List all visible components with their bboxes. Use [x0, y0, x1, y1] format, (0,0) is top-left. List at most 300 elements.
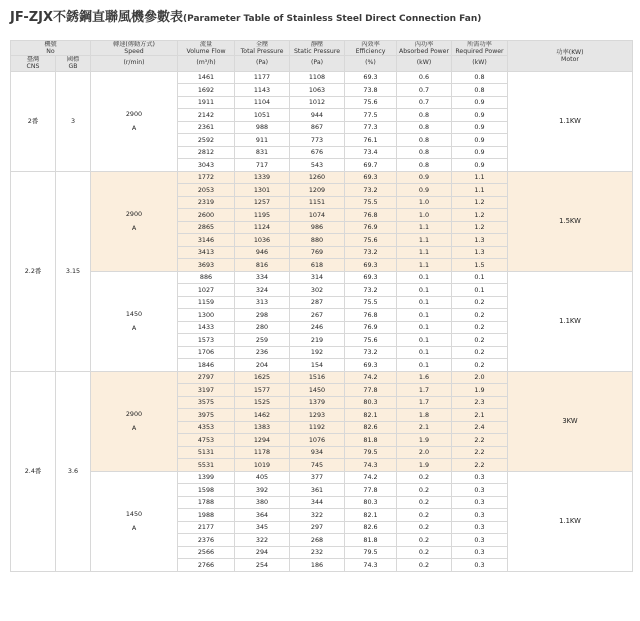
total-pressure-cell: 1104 — [235, 96, 290, 109]
efficiency-cell: 81.8 — [345, 534, 397, 547]
absorbed-power-cell: 0.8 — [397, 146, 452, 159]
flow-cell: 886 — [178, 271, 235, 284]
required-power-cell: 1.2 — [452, 221, 508, 234]
total-pressure-cell: 392 — [235, 484, 290, 497]
static-pressure-cell: 1293 — [290, 409, 345, 422]
efficiency-cell: 76.1 — [345, 134, 397, 147]
efficiency-cell: 75.6 — [345, 334, 397, 347]
speed-value: 2900 — [125, 409, 143, 418]
required-power-cell: 0.9 — [452, 134, 508, 147]
total-pressure-cell: 364 — [235, 509, 290, 522]
flow-cell: 1692 — [178, 84, 235, 97]
static-pressure-cell: 287 — [290, 296, 345, 309]
static-pressure-cell: 1012 — [290, 96, 345, 109]
total-pressure-cell: 988 — [235, 121, 290, 134]
absorbed-power-cell: 0.1 — [397, 334, 452, 347]
efficiency-cell: 82.6 — [345, 421, 397, 434]
static-pressure-cell: 322 — [290, 509, 345, 522]
flow-cell: 3975 — [178, 409, 235, 422]
efficiency-cell: 75.6 — [345, 234, 397, 247]
required-power-cell: 0.2 — [452, 334, 508, 347]
efficiency-cell: 82.1 — [345, 409, 397, 422]
speed-cell — [91, 271, 178, 371]
total-pressure-cell: 1178 — [235, 446, 290, 459]
flow-cell: 5531 — [178, 459, 235, 472]
static-pressure-cell: 1076 — [290, 434, 345, 447]
static-pressure-cell: 246 — [290, 321, 345, 334]
static-pressure-cell: 302 — [290, 284, 345, 297]
required-power-cell: 0.3 — [452, 559, 508, 572]
required-power-cell: 0.1 — [452, 271, 508, 284]
flow-cell: 1399 — [178, 471, 235, 484]
flow-cell: 3693 — [178, 259, 235, 272]
header-flow-en: Volume Flow — [186, 48, 226, 56]
total-pressure-cell: 1257 — [235, 196, 290, 209]
required-power-cell: 1.2 — [452, 209, 508, 222]
efficiency-cell: 77.8 — [345, 384, 397, 397]
table-row — [11, 271, 633, 284]
flow-cell: 3413 — [178, 246, 235, 259]
static-pressure-cell: 543 — [290, 159, 345, 172]
absorbed-power-cell: 0.9 — [397, 184, 452, 197]
static-pressure-cell: 1151 — [290, 196, 345, 209]
efficiency-cell: 77.5 — [345, 109, 397, 122]
static-pressure-cell: 219 — [290, 334, 345, 347]
flow-cell: 2177 — [178, 521, 235, 534]
flow-cell: 1598 — [178, 484, 235, 497]
static-pressure-cell: 268 — [290, 534, 345, 547]
total-pressure-cell: 1577 — [235, 384, 290, 397]
total-pressure-cell: 1383 — [235, 421, 290, 434]
static-pressure-cell: 773 — [290, 134, 345, 147]
absorbed-power-cell: 0.1 — [397, 271, 452, 284]
required-power-cell: 0.3 — [452, 546, 508, 559]
header-static-pressure-en: Static Pressure — [293, 48, 341, 56]
total-pressure-cell: 280 — [235, 321, 290, 334]
required-power-cell: 0.3 — [452, 484, 508, 497]
required-power-cell: 0.9 — [452, 159, 508, 172]
required-power-cell: 0.3 — [452, 496, 508, 509]
efficiency-cell: 74.2 — [345, 371, 397, 384]
total-pressure-cell: 345 — [235, 521, 290, 534]
efficiency-cell: 80.3 — [345, 496, 397, 509]
total-pressure-cell: 259 — [235, 334, 290, 347]
total-pressure-cell: 380 — [235, 496, 290, 509]
static-pressure-cell: 267 — [290, 309, 345, 322]
header-absorbed-power — [397, 41, 452, 56]
flow-cell: 1988 — [178, 509, 235, 522]
flow-cell: 1027 — [178, 284, 235, 297]
static-pressure-cell: 344 — [290, 496, 345, 509]
required-power-cell: 0.9 — [452, 146, 508, 159]
total-pressure-cell: 1195 — [235, 209, 290, 222]
flow-cell: 2053 — [178, 184, 235, 197]
table-row — [11, 71, 633, 84]
flow-cell: 2319 — [178, 196, 235, 209]
required-power-cell: 0.2 — [452, 359, 508, 372]
page-title — [10, 6, 481, 25]
header-total-pressure-en: Total Pressure — [240, 48, 284, 56]
total-pressure-cell: 816 — [235, 259, 290, 272]
table-body — [11, 41, 633, 572]
absorbed-power-cell: 0.2 — [397, 496, 452, 509]
efficiency-cell: 74.3 — [345, 559, 397, 572]
efficiency-cell: 75.6 — [345, 96, 397, 109]
static-pressure-cell: 186 — [290, 559, 345, 572]
header-static-pressure — [290, 41, 345, 56]
required-power-cell: 0.2 — [452, 309, 508, 322]
flow-cell: 1461 — [178, 71, 235, 84]
total-pressure-cell: 911 — [235, 134, 290, 147]
efficiency-cell: 69.3 — [345, 271, 397, 284]
efficiency-cell: 69.3 — [345, 71, 397, 84]
total-pressure-cell: 236 — [235, 346, 290, 359]
total-pressure-cell: 204 — [235, 359, 290, 372]
header-required-power — [452, 41, 508, 56]
required-power-cell: 0.3 — [452, 521, 508, 534]
required-power-cell: 2.1 — [452, 409, 508, 422]
required-power-cell: 0.3 — [452, 509, 508, 522]
absorbed-power-cell: 2.1 — [397, 421, 452, 434]
absorbed-power-cell: 0.7 — [397, 96, 452, 109]
required-power-cell: 0.9 — [452, 109, 508, 122]
efficiency-cell: 82.6 — [345, 521, 397, 534]
flow-cell: 2600 — [178, 209, 235, 222]
efficiency-cell: 73.8 — [345, 84, 397, 97]
required-power-cell: 0.2 — [452, 346, 508, 359]
required-power-cell: 0.3 — [452, 471, 508, 484]
efficiency-cell: 73.2 — [345, 346, 397, 359]
required-power-cell: 2.2 — [452, 446, 508, 459]
required-power-cell: 0.8 — [452, 71, 508, 84]
header-static-pressure-cn: 靜壓 — [310, 41, 324, 48]
efficiency-cell: 77.3 — [345, 121, 397, 134]
total-pressure-cell: 1294 — [235, 434, 290, 447]
absorbed-power-cell: 1.9 — [397, 459, 452, 472]
header-required-power-cn: 所需功率 — [467, 41, 492, 48]
absorbed-power-cell: 0.2 — [397, 521, 452, 534]
drive-type: A — [131, 324, 137, 332]
drive-type: A — [131, 524, 137, 532]
static-pressure-cell: 1379 — [290, 396, 345, 409]
static-pressure-cell: 880 — [290, 234, 345, 247]
table-row — [11, 171, 633, 184]
total-pressure-cell: 717 — [235, 159, 290, 172]
required-power-cell: 0.8 — [452, 84, 508, 97]
absorbed-power-cell: 0.8 — [397, 159, 452, 172]
required-power-cell: 1.2 — [452, 196, 508, 209]
absorbed-power-cell: 1.8 — [397, 409, 452, 422]
absorbed-power-cell: 0.1 — [397, 309, 452, 322]
flow-cell: 2865 — [178, 221, 235, 234]
header-taiwan — [11, 56, 56, 71]
required-power-cell: 1.3 — [452, 234, 508, 247]
required-power-cell: 0.9 — [452, 96, 508, 109]
header-absorbed-power-cn: 內功率 — [414, 41, 434, 48]
static-pressure-cell: 1450 — [290, 384, 345, 397]
motor-power-cell: 3KW — [508, 371, 633, 471]
static-pressure-cell: 1192 — [290, 421, 345, 434]
efficiency-cell: 75.5 — [345, 296, 397, 309]
static-pressure-cell: 1108 — [290, 71, 345, 84]
absorbed-power-cell: 0.8 — [397, 134, 452, 147]
total-pressure-cell: 298 — [235, 309, 290, 322]
absorbed-power-cell: 0.9 — [397, 171, 452, 184]
model-cns-cell: 2番 — [11, 71, 56, 171]
efficiency-cell: 76.9 — [345, 221, 397, 234]
absorbed-power-cell: 1.1 — [397, 259, 452, 272]
total-pressure-cell: 1301 — [235, 184, 290, 197]
absorbed-power-cell: 0.1 — [397, 284, 452, 297]
parameter-table — [10, 40, 633, 572]
static-pressure-cell: 314 — [290, 271, 345, 284]
static-pressure-cell: 297 — [290, 521, 345, 534]
absorbed-power-cell: 0.1 — [397, 346, 452, 359]
static-pressure-cell: 1260 — [290, 171, 345, 184]
total-pressure-cell: 294 — [235, 546, 290, 559]
speed-cell — [91, 371, 178, 471]
efficiency-cell: 73.2 — [345, 184, 397, 197]
total-pressure-cell: 254 — [235, 559, 290, 572]
speed-cell — [91, 71, 178, 171]
total-pressure-cell: 1462 — [235, 409, 290, 422]
flow-cell: 3575 — [178, 396, 235, 409]
speed-value: 2900 — [125, 209, 143, 218]
static-pressure-cell: 867 — [290, 121, 345, 134]
static-pressure-cell: 769 — [290, 246, 345, 259]
speed-value: 1450 — [125, 309, 143, 318]
efficiency-cell: 69.3 — [345, 359, 397, 372]
static-pressure-cell: 377 — [290, 471, 345, 484]
efficiency-cell: 74.3 — [345, 459, 397, 472]
static-pressure-cell: 986 — [290, 221, 345, 234]
flow-cell: 2797 — [178, 371, 235, 384]
header-speed-cn: 轉速(傳動方式) — [113, 41, 155, 48]
flow-cell: 1573 — [178, 334, 235, 347]
flow-cell: 2592 — [178, 134, 235, 147]
total-pressure-cell: 1124 — [235, 221, 290, 234]
flow-cell: 1300 — [178, 309, 235, 322]
flow-cell: 2766 — [178, 559, 235, 572]
header-speed-en: Speed — [124, 48, 144, 56]
drive-type: A — [131, 224, 137, 232]
header-flow — [178, 41, 235, 56]
static-pressure-cell: 618 — [290, 259, 345, 272]
absorbed-power-cell: 0.1 — [397, 296, 452, 309]
motor-power-cell: 1.1KW — [508, 271, 633, 371]
header-flow-cn: 流量 — [199, 41, 213, 48]
header-model-en: No — [46, 48, 55, 56]
flow-cell: 1772 — [178, 171, 235, 184]
flow-cell: 1788 — [178, 496, 235, 509]
required-power-cell: 1.3 — [452, 246, 508, 259]
header-efficiency-en: Efficiency — [355, 48, 386, 56]
static-pressure-cell: 934 — [290, 446, 345, 459]
absorbed-power-cell: 1.1 — [397, 221, 452, 234]
model-gb-cell: 3.6 — [56, 371, 91, 571]
efficiency-cell: 69.3 — [345, 171, 397, 184]
flow-cell: 4353 — [178, 421, 235, 434]
absorbed-power-cell: 0.2 — [397, 509, 452, 522]
speed-value: 1450 — [125, 509, 143, 518]
static-pressure-cell: 1063 — [290, 84, 345, 97]
flow-cell: 5131 — [178, 446, 235, 459]
required-power-cell: 2.0 — [452, 371, 508, 384]
header-efficiency-unit: (%) — [345, 56, 397, 71]
efficiency-cell: 76.9 — [345, 321, 397, 334]
required-power-cell: 1.9 — [452, 384, 508, 397]
header-gb-cn: 國標 — [66, 56, 80, 64]
flow-cell: 2812 — [178, 146, 235, 159]
efficiency-cell: 82.1 — [345, 509, 397, 522]
flow-cell: 1159 — [178, 296, 235, 309]
efficiency-cell: 69.3 — [345, 259, 397, 272]
total-pressure-cell: 1036 — [235, 234, 290, 247]
model-cns-cell: 2.2番 — [11, 171, 56, 371]
total-pressure-cell: 831 — [235, 146, 290, 159]
absorbed-power-cell: 1.0 — [397, 209, 452, 222]
header-motor — [508, 41, 633, 72]
static-pressure-cell: 944 — [290, 109, 345, 122]
static-pressure-cell: 1074 — [290, 209, 345, 222]
header-required-power-en: Required Power — [455, 48, 504, 56]
static-pressure-cell: 1209 — [290, 184, 345, 197]
title-sub: (Parameter Table of Stainless Steel Direct Connection Fan) — [183, 14, 482, 24]
model-gb-cell: 3 — [56, 71, 91, 171]
static-pressure-cell: 1516 — [290, 371, 345, 384]
total-pressure-cell: 1051 — [235, 109, 290, 122]
flow-cell: 3146 — [178, 234, 235, 247]
absorbed-power-cell: 1.0 — [397, 196, 452, 209]
static-pressure-cell: 192 — [290, 346, 345, 359]
header-speed — [91, 41, 178, 56]
flow-cell: 3043 — [178, 159, 235, 172]
header-gb-en: GB — [68, 63, 78, 71]
flow-cell: 1911 — [178, 96, 235, 109]
flow-cell: 2361 — [178, 121, 235, 134]
static-pressure-cell: 154 — [290, 359, 345, 372]
flow-cell: 1433 — [178, 321, 235, 334]
flow-cell: 2376 — [178, 534, 235, 547]
static-pressure-cell: 232 — [290, 546, 345, 559]
header-total-pressure-cn: 全壓 — [255, 41, 269, 48]
absorbed-power-cell: 0.2 — [397, 534, 452, 547]
header-motor-cn: 功率(KW) — [556, 48, 584, 56]
static-pressure-cell: 676 — [290, 146, 345, 159]
efficiency-cell: 73.2 — [345, 246, 397, 259]
speed-cell — [91, 171, 178, 271]
absorbed-power-cell: 0.8 — [397, 109, 452, 122]
absorbed-power-cell: 1.1 — [397, 246, 452, 259]
efficiency-cell: 80.3 — [345, 396, 397, 409]
speed-cell — [91, 471, 178, 571]
header-absorbed-power-unit: (kW) — [397, 56, 452, 71]
total-pressure-cell: 1625 — [235, 371, 290, 384]
total-pressure-cell: 1143 — [235, 84, 290, 97]
title-main: JF-ZJX不銹鋼直聯風機參數表 — [10, 10, 183, 25]
total-pressure-cell: 324 — [235, 284, 290, 297]
header-static-pressure-unit: (Pa) — [290, 56, 345, 71]
total-pressure-cell: 1339 — [235, 171, 290, 184]
efficiency-cell: 73.4 — [345, 146, 397, 159]
model-gb-cell: 3.15 — [56, 171, 91, 371]
absorbed-power-cell: 0.6 — [397, 71, 452, 84]
absorbed-power-cell: 1.6 — [397, 371, 452, 384]
flow-cell: 3197 — [178, 384, 235, 397]
flow-cell: 4753 — [178, 434, 235, 447]
required-power-cell: 2.4 — [452, 421, 508, 434]
efficiency-cell: 76.8 — [345, 209, 397, 222]
absorbed-power-cell: 0.8 — [397, 121, 452, 134]
required-power-cell: 0.1 — [452, 284, 508, 297]
header-gb — [56, 56, 91, 71]
required-power-cell: 0.2 — [452, 296, 508, 309]
flow-cell: 1846 — [178, 359, 235, 372]
static-pressure-cell: 745 — [290, 459, 345, 472]
model-cns-cell: 2.4番 — [11, 371, 56, 571]
header-absorbed-power-en: Absorbed Power — [398, 48, 450, 56]
required-power-cell: 1.1 — [452, 171, 508, 184]
drive-type: A — [131, 424, 137, 432]
flow-cell: 2566 — [178, 546, 235, 559]
absorbed-power-cell: 1.7 — [397, 384, 452, 397]
required-power-cell: 2.2 — [452, 434, 508, 447]
header-model-cn: 機號 — [44, 41, 57, 48]
header-efficiency — [345, 41, 397, 56]
flow-cell: 1706 — [178, 346, 235, 359]
efficiency-cell: 79.5 — [345, 546, 397, 559]
efficiency-cell: 74.2 — [345, 471, 397, 484]
total-pressure-cell: 334 — [235, 271, 290, 284]
efficiency-cell: 73.2 — [345, 284, 397, 297]
required-power-cell: 2.3 — [452, 396, 508, 409]
total-pressure-cell: 1525 — [235, 396, 290, 409]
static-pressure-cell: 361 — [290, 484, 345, 497]
total-pressure-cell: 313 — [235, 296, 290, 309]
absorbed-power-cell: 1.9 — [397, 434, 452, 447]
header-row-1 — [11, 41, 633, 56]
total-pressure-cell: 1019 — [235, 459, 290, 472]
header-taiwan-en: CNS — [26, 63, 40, 71]
header-efficiency-cn: 內效率 — [361, 41, 380, 48]
motor-power-cell: 1.5KW — [508, 171, 633, 271]
drive-type: A — [131, 124, 137, 132]
absorbed-power-cell: 0.7 — [397, 84, 452, 97]
header-flow-unit: (m³/h) — [178, 56, 235, 71]
efficiency-cell: 75.5 — [345, 196, 397, 209]
absorbed-power-cell: 2.0 — [397, 446, 452, 459]
absorbed-power-cell: 1.7 — [397, 396, 452, 409]
efficiency-cell: 76.8 — [345, 309, 397, 322]
header-required-power-unit: (kW) — [452, 56, 508, 71]
efficiency-cell: 81.8 — [345, 434, 397, 447]
absorbed-power-cell: 1.1 — [397, 234, 452, 247]
required-power-cell: 1.5 — [452, 259, 508, 272]
header-speed-unit: (r/min) — [91, 56, 178, 71]
absorbed-power-cell: 0.1 — [397, 359, 452, 372]
motor-power-cell: 1.1KW — [508, 71, 633, 171]
efficiency-cell: 69.7 — [345, 159, 397, 172]
header-taiwan-cn: 臺灣 — [26, 56, 40, 64]
header-total-pressure-unit: (Pa) — [235, 56, 290, 71]
absorbed-power-cell: 0.1 — [397, 321, 452, 334]
efficiency-cell: 79.5 — [345, 446, 397, 459]
total-pressure-cell: 1177 — [235, 71, 290, 84]
total-pressure-cell: 946 — [235, 246, 290, 259]
header-total-pressure — [235, 41, 290, 56]
total-pressure-cell: 322 — [235, 534, 290, 547]
efficiency-cell: 77.8 — [345, 484, 397, 497]
